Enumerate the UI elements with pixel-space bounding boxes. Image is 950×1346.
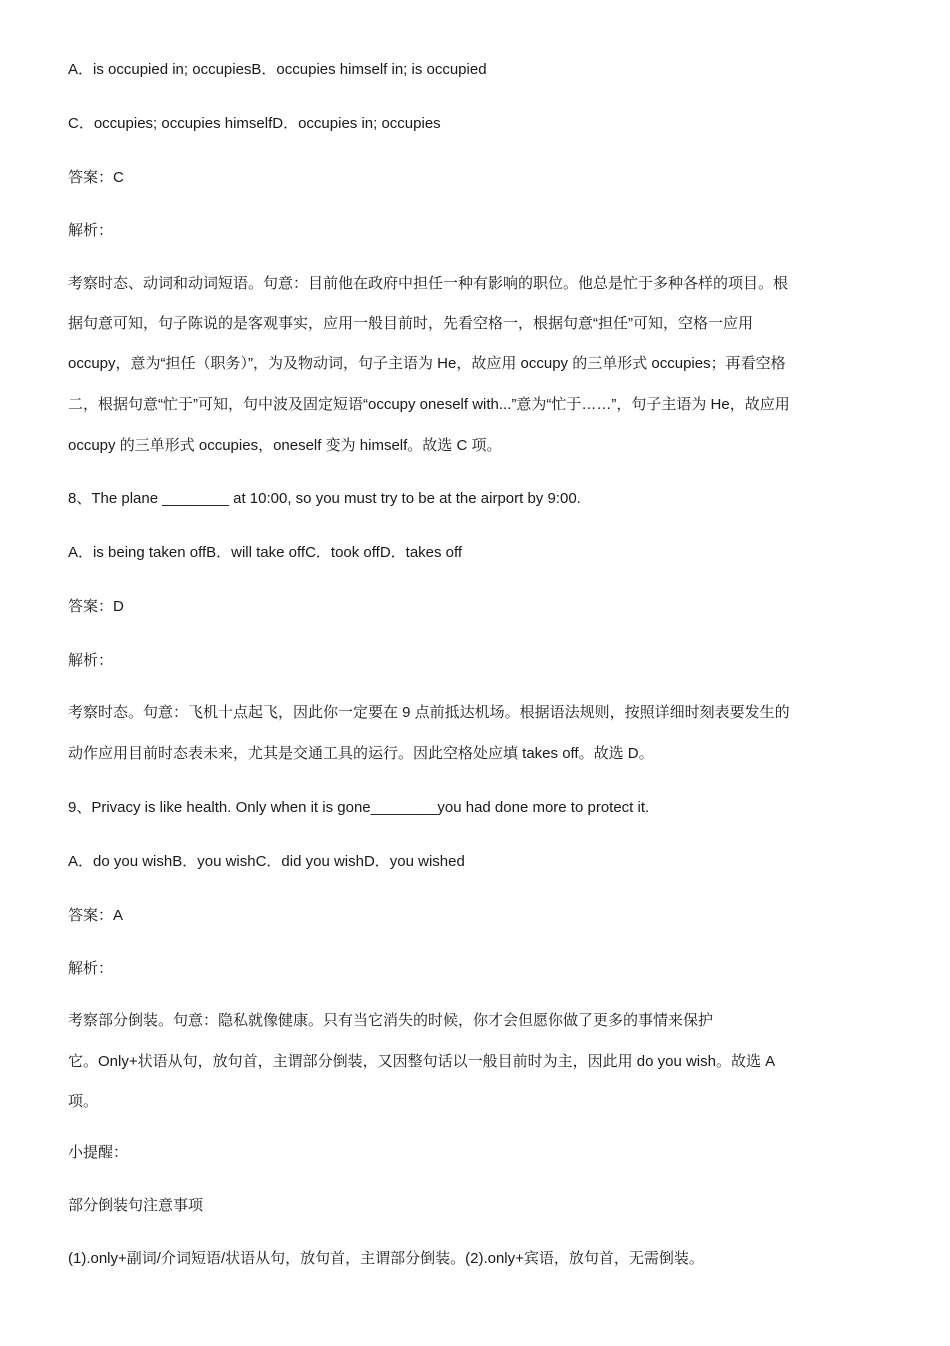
q7-analysis-line: 考察时态、动词和动词短语。句意：目前他在政府中担任一种有影响的职位。他总是忙于多种各样的项目。根 [68, 275, 789, 292]
q8-analysis-line: 动作应用目前时态表未来，尤其是交通工具的运行。因此空格处应填 takes off。故选 D。 [68, 745, 654, 762]
q7-options-line2: C．occupies; occupies himselfD．occupies in; occupies [68, 115, 441, 132]
q7-analysis-line: occupy，意为“担任（职务）”，为及物动词，句子主语为 He，故应用 occupy 的三单形式 occupies；再看空格 [68, 355, 786, 372]
q9-analysis-line: 项。 [68, 1093, 99, 1110]
tip-title: 部分倒装句注意事项 [68, 1197, 204, 1214]
q8-analysis-label: 解析： [68, 652, 114, 669]
q7-analysis-line: 据句意可知，句子陈说的是客观事实，应用一般目前时，先看空格一，根据句意“担任”可知，空格一应用 [68, 315, 753, 332]
q7-analysis-line: 二，根据句意“忙于”可知，句中波及固定短语“occupy oneself with...”意为“忙于……”，句子主语为 He，故应用 [68, 396, 790, 413]
q8-question: 8、The plane ________ at 10:00, so you must try to be at the airport by 9:00. [68, 490, 581, 507]
q9-analysis-line: 考察部分倒装。句意：隐私就像健康。只有当它消失的时候，你才会但愿你做了更多的事情来保护 [68, 1012, 714, 1029]
tip-label: 小提醒： [68, 1144, 129, 1161]
q8-answer: 答案：D [68, 598, 124, 615]
q7-analysis-line: occupy 的三单形式 occupies，oneself 变为 himself。故选 C 项。 [68, 437, 502, 454]
q9-question: 9、Privacy is like health. Only when it is gone________you had done more to protect it. [68, 799, 650, 816]
tip-content: (1).only+副词/介词短语/状语从句，放句首，主谓部分倒装。(2).only+宾语，放句首，无需倒装。 [68, 1250, 704, 1267]
q9-analysis-label: 解析： [68, 960, 114, 977]
q7-answer: 答案：C [68, 169, 124, 186]
q7-analysis-label: 解析： [68, 222, 114, 239]
q9-options: A．do you wishB．you wishC．did you wishD．you wished [68, 853, 465, 870]
q8-options: A．is being taken offB．will take offC．took offD．takes off [68, 544, 463, 561]
q7-options-line1: A．is occupied in; occupiesB．occupies himself in; is occupied [68, 61, 487, 78]
q9-answer: 答案：A [68, 907, 124, 924]
q8-analysis-line: 考察时态。句意：飞机十点起飞，因此你一定要在 9 点前抵达机场。根据语法规则，按照详细时刻表要发生的 [68, 704, 790, 721]
q9-analysis-line: 它。Only+状语从句，放句首，主谓部分倒装，又因整句话以一般目前时为主，因此用 do you wish。故选 A [68, 1053, 776, 1070]
